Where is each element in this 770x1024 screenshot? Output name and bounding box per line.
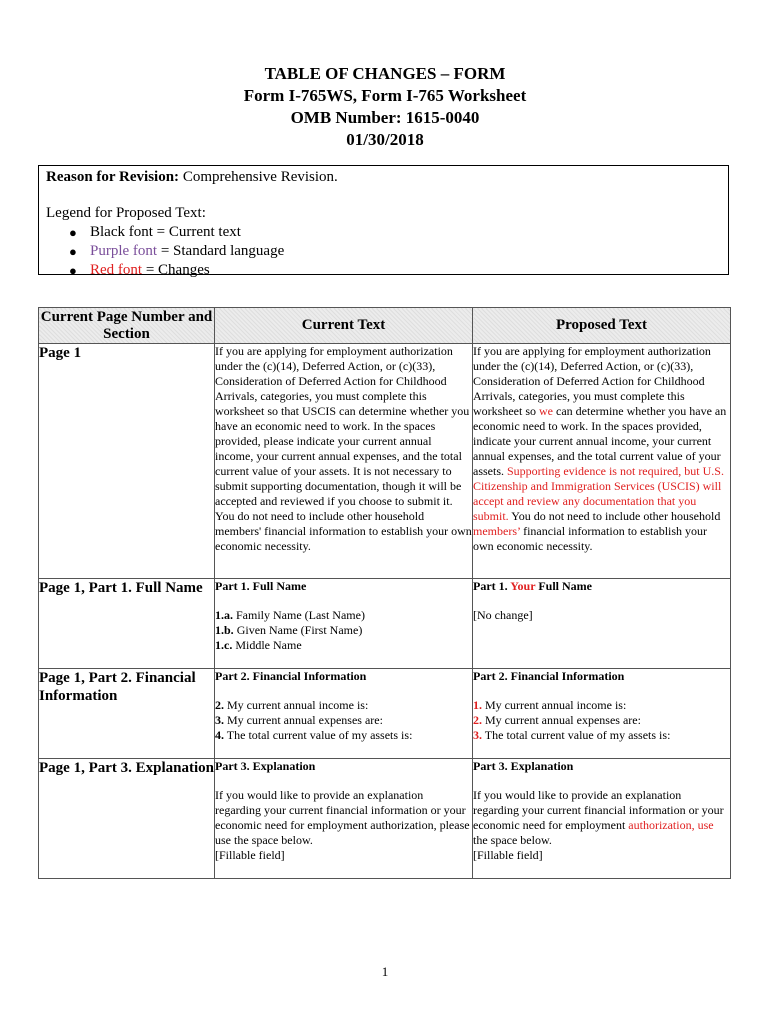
- text-segment: Part 1.: [473, 579, 511, 593]
- item-text: My current annual expenses are:: [224, 713, 383, 727]
- row-proposed-text: [473, 759, 731, 879]
- item-text: Given Name (First Name): [233, 623, 363, 637]
- changed-text: Your: [510, 579, 536, 593]
- changed-text: authorization, use: [628, 818, 714, 832]
- proposed-text-body: [473, 344, 730, 554]
- fillable-field-note: [Fillable field]: [473, 848, 543, 862]
- bullet-icon: ●: [69, 244, 77, 259]
- item-text: My current annual income is:: [482, 698, 627, 712]
- header-section: Current Page Number and Section: [39, 308, 215, 344]
- text-segment: the space below.: [473, 833, 552, 847]
- field-line: [215, 713, 472, 728]
- row-current-text: [215, 669, 473, 759]
- field-line: [473, 713, 730, 728]
- part-heading: Part 3. Explanation: [215, 759, 316, 773]
- revision-reason: [46, 168, 338, 187]
- item-text: The total current value of my assets is:: [482, 728, 671, 742]
- part-heading: [473, 579, 730, 594]
- part-heading: Part 2. Financial Information: [473, 669, 625, 683]
- item-text: My current annual income is:: [224, 698, 369, 712]
- text-segment: financial information to establish your own economic necessity.: [473, 524, 708, 553]
- legend-list: [39, 223, 284, 280]
- table-header-row: [39, 308, 731, 344]
- changed-text: members’: [473, 524, 521, 538]
- field-line: [215, 728, 472, 743]
- legend-color-label: Red font: [90, 262, 143, 278]
- row-section: Page 1, Part 3. Explanation: [39, 759, 215, 879]
- text-segment: If you would like to provide an explanation regarding your current financial information or your economic need for employment: [473, 788, 724, 832]
- text-segment: Full Name: [535, 579, 593, 593]
- text-segment: If you are applying for employment authorization under the (c)(14), Deferred Action, or (c)(33), Consideration of Deferred Action for Childhood Arrivals, categories, you must complete this worksheet so: [473, 344, 711, 418]
- part-heading: Part 1. Full Name: [215, 579, 307, 593]
- text-segment: You do not need to include other household: [508, 509, 721, 523]
- row-section: Page 1: [39, 344, 215, 579]
- item-number: 2.: [215, 698, 224, 712]
- reason-label: Reason for Revision:: [46, 169, 180, 185]
- legend-meaning: = Changes: [142, 262, 210, 278]
- omb-number: OMB Number: 1615-0040: [290, 108, 480, 127]
- field-line: [215, 698, 472, 713]
- row-current-text: [215, 344, 473, 579]
- table-row: [39, 759, 731, 879]
- legend-item-purple: [39, 242, 284, 261]
- legend-heading: Legend for Proposed Text:: [46, 205, 206, 221]
- field-line: [215, 623, 472, 638]
- table-row: [39, 669, 731, 759]
- document-title-block: [0, 63, 770, 151]
- item-number: 1.b.: [215, 623, 234, 637]
- legend-item-red: [39, 261, 284, 280]
- legend-color-label: Purple font: [90, 243, 158, 259]
- row-section: Page 1, Part 1. Full Name: [39, 579, 215, 669]
- legend-meaning: = Standard language: [157, 243, 285, 259]
- row-proposed-text: [473, 669, 731, 759]
- item-number: 1.a.: [215, 608, 233, 622]
- no-change-note: [No change]: [473, 608, 533, 622]
- changed-text: we: [539, 404, 553, 418]
- row-proposed-text: [473, 579, 731, 669]
- fillable-field-note: [Fillable field]: [215, 848, 285, 862]
- item-text: Family Name (Last Name): [233, 608, 365, 622]
- legend-meaning: = Current text: [152, 224, 241, 240]
- item-number: 3.: [473, 728, 482, 742]
- field-line: [215, 608, 472, 623]
- part-heading: Part 2. Financial Information: [215, 669, 367, 683]
- bullet-icon: ●: [69, 225, 77, 240]
- header-proposed-text: Proposed Text: [473, 308, 731, 344]
- item-number: 3.: [215, 713, 224, 727]
- form-name: Form I-765WS, Form I-765 Worksheet: [243, 86, 527, 105]
- table-row: [39, 579, 731, 669]
- item-number: 4.: [215, 728, 224, 742]
- row-current-text: [215, 759, 473, 879]
- row-proposed-text: [473, 344, 731, 579]
- reason-value: Comprehensive Revision.: [182, 169, 338, 185]
- part-heading: Part 3. Explanation: [473, 759, 574, 773]
- doc-title: TABLE OF CHANGES – FORM: [264, 64, 506, 83]
- row-section: Page 1, Part 2. Financial Information: [39, 669, 215, 759]
- header-current-text: Current Text: [215, 308, 473, 344]
- item-text: My current annual expenses are:: [482, 713, 641, 727]
- item-number: 1.: [473, 698, 482, 712]
- item-text: Middle Name: [232, 638, 302, 652]
- item-number: 1.c.: [215, 638, 233, 652]
- item-text: The total current value of my assets is:: [224, 728, 413, 742]
- field-line: [215, 638, 472, 653]
- item-number: 2.: [473, 713, 482, 727]
- current-text-body: If you are applying for employment authorization under the (c)(14), Deferred Action, or (c)(33), Consideration of Deferred Action for Childhood Arrivals, categories, you must complete this worksheet so that USCIS can determine whether you have an economic need to work. In the spaces provided, please indicate your current annual income, your current annual expenses, and the total current value of your assets. It is not necessary to submit supporting documentation, though it will be accepted and reviewed if you choose to submit it. You do not need to include other household members' financial information to establish your own economic necessity.: [215, 344, 472, 553]
- field-line: [473, 698, 730, 713]
- field-line: [473, 728, 730, 743]
- explanation-text: If you would like to provide an explanation regarding your current financial information or your economic need for employment authorization, please use the space below.: [215, 788, 470, 847]
- legend-color-label: Black font: [90, 224, 153, 240]
- text-segment: can determine whether you have an economic need to work. In the spaces provided, indicate your current annual income, your current annual expenses, and the total current value of your assets.: [473, 404, 727, 478]
- page-number: 1: [381, 964, 389, 979]
- explanation-text: [473, 788, 730, 848]
- table-row: [39, 344, 731, 579]
- changes-table: [38, 307, 731, 879]
- doc-date: 01/30/2018: [346, 130, 424, 149]
- changed-text: Supporting evidence is not required, but U.S. Citizenship and Immigration Services (USCIS) will accept and review any documentation that you submit.: [473, 464, 724, 523]
- bullet-icon: ●: [69, 263, 77, 278]
- legend-item-black: [39, 223, 284, 242]
- row-current-text: [215, 579, 473, 669]
- revision-legend-box: [38, 165, 729, 278]
